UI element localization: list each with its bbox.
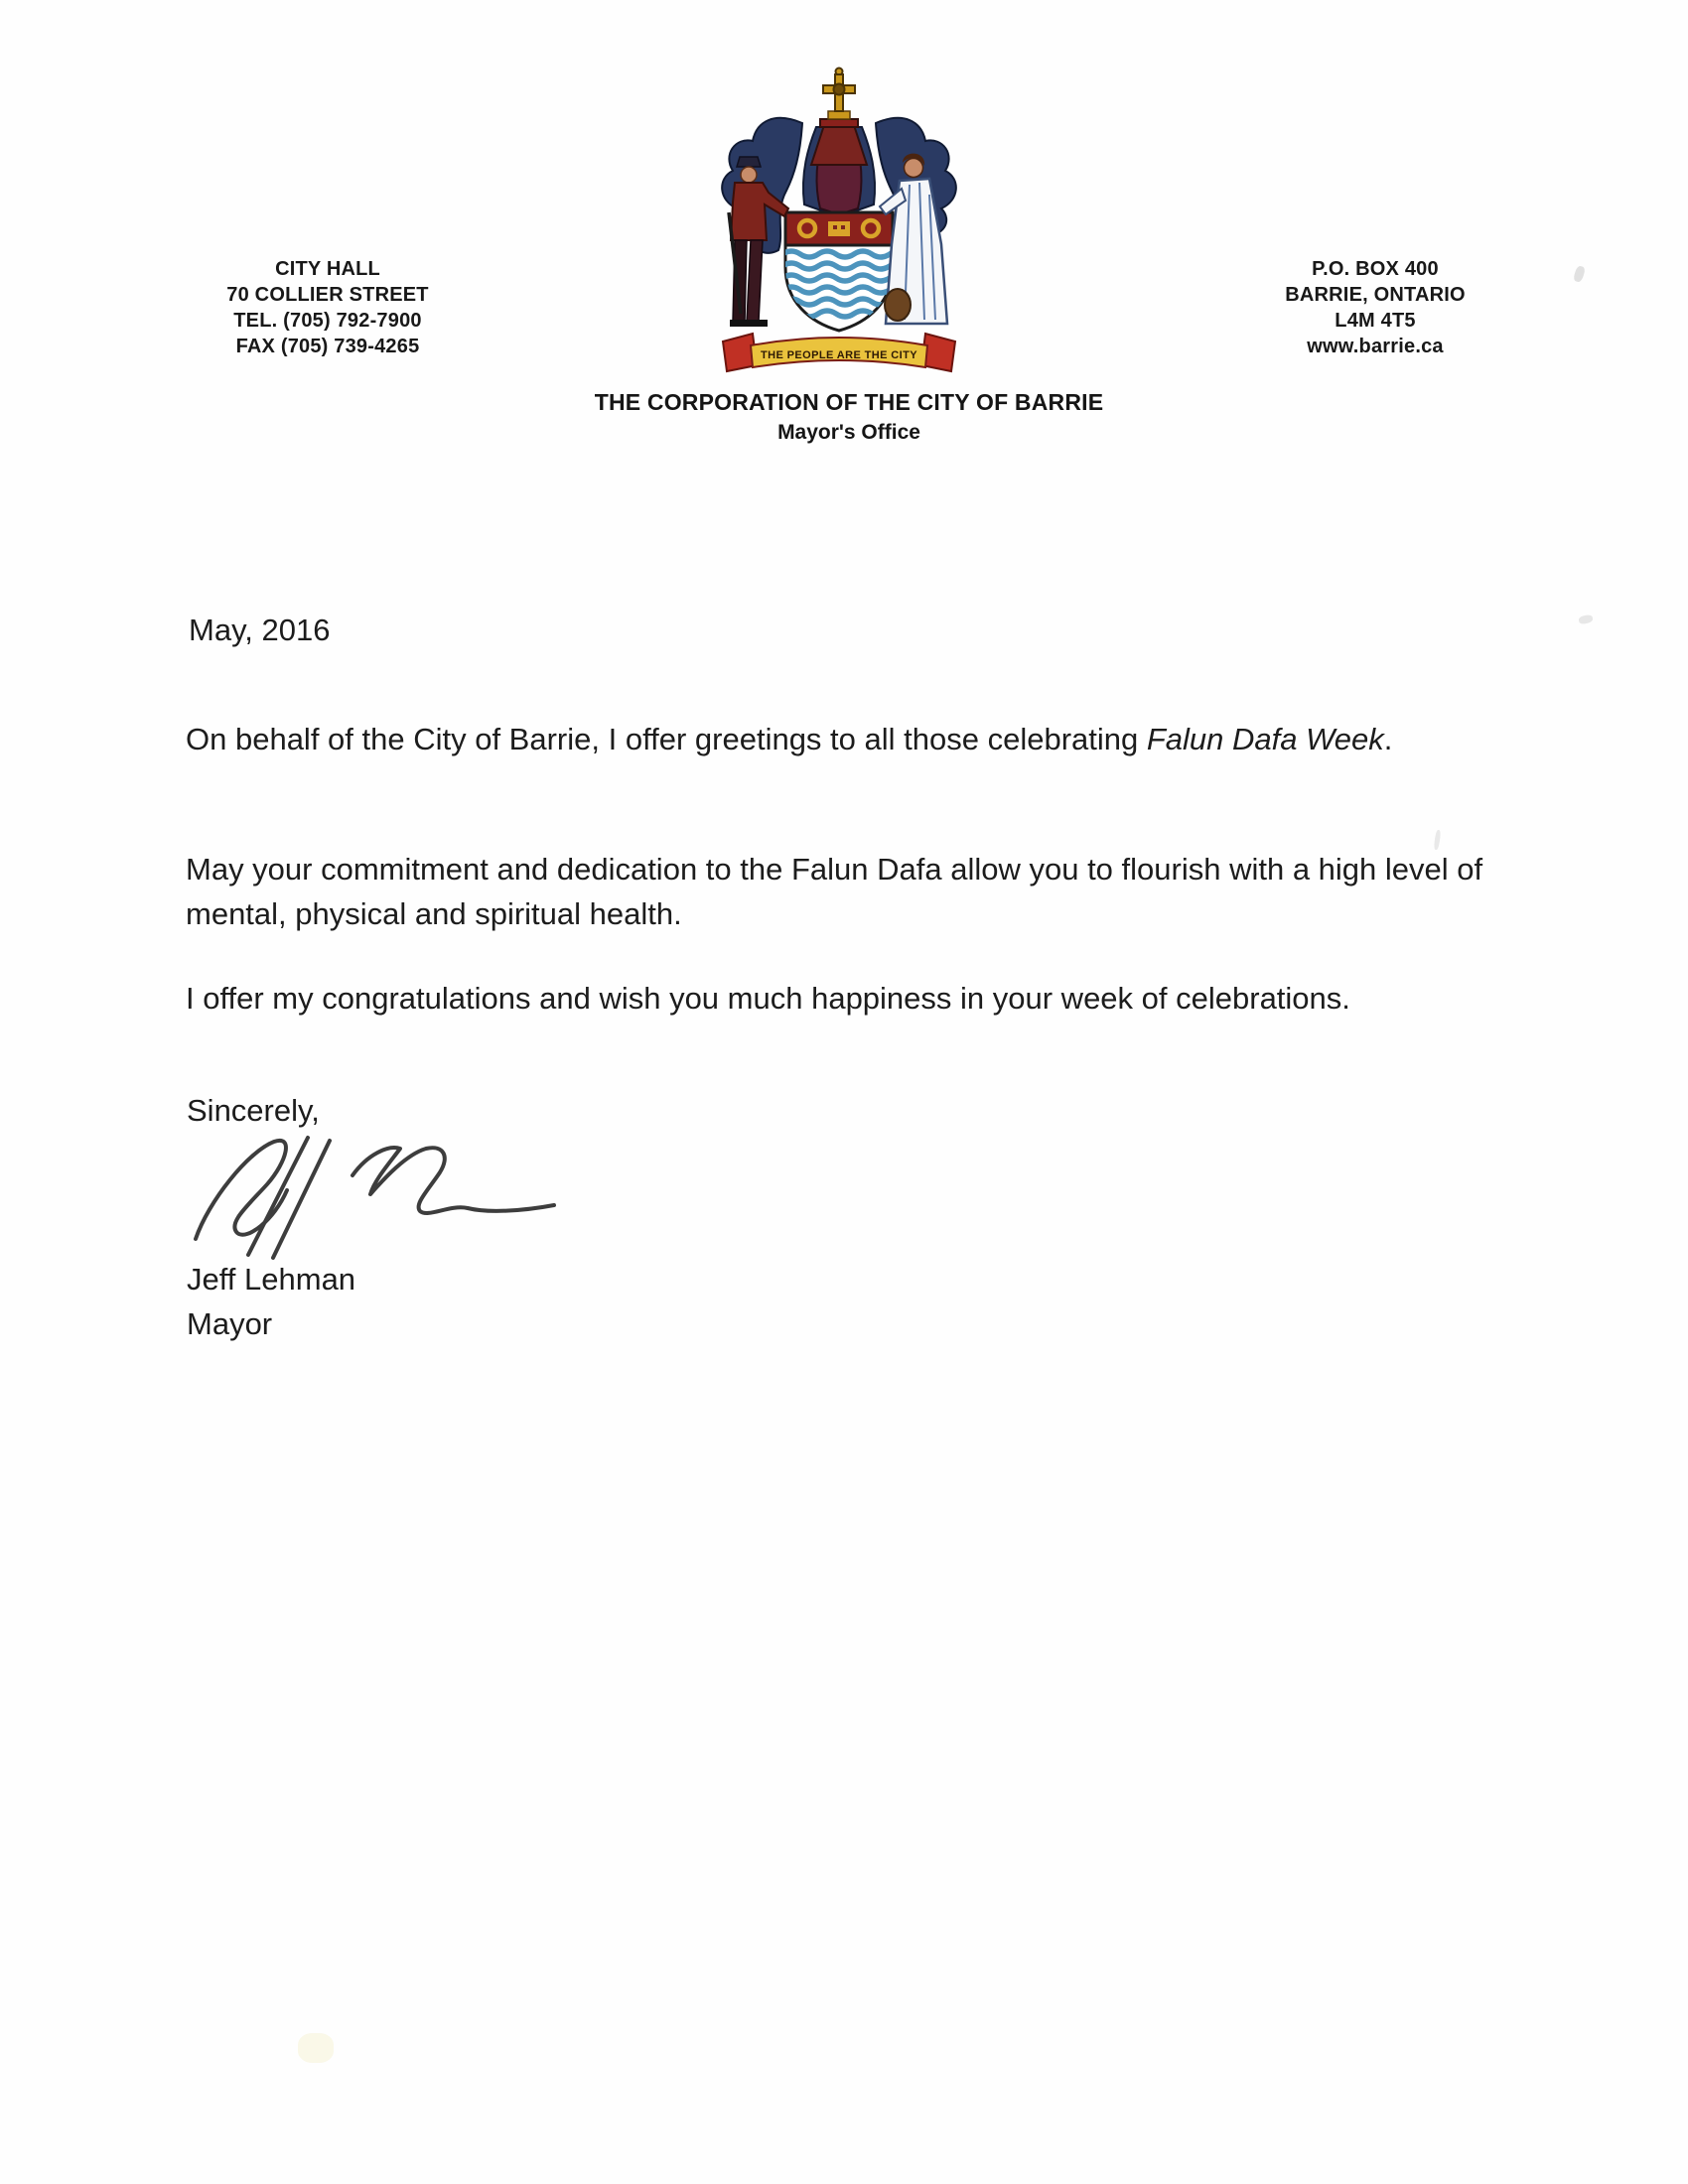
city-of-barrie-coat-of-arms-icon	[705, 64, 973, 376]
mailing-address-block	[1221, 256, 1529, 359]
crest-motto-banner	[723, 334, 955, 371]
contact-line-fax: FAX (705) 739-4265	[235, 336, 420, 357]
scan-artifact	[1578, 614, 1593, 625]
contact-line-city-hall: CITY HALL	[275, 258, 380, 280]
paragraph-commitment: May your commitment and dedication to the Falun Dafa allow you to flourish with a high level of mental, physical and spiritual health.	[186, 852, 1483, 931]
crest-animal-figure	[885, 289, 911, 321]
crest-beacon	[811, 111, 867, 165]
crest-cross-icon	[823, 68, 855, 112]
paragraph-congratulations: I offer my congratulations and wish you much happiness in your week of celebrations.	[186, 981, 1350, 1016]
contact-line-postal-code: L4M 4T5	[1335, 310, 1416, 332]
website-text: www.barrie.ca	[1307, 336, 1444, 357]
organization-block	[348, 387, 1350, 447]
paragraph-greeting-italic-phrase: Falun Dafa Week	[1146, 722, 1384, 756]
contact-line-tel: TEL. (705) 792-7900	[233, 310, 422, 332]
paragraph-greeting-text: On behalf of the City of Barrie, I offer greetings to all those celebrating	[186, 722, 1147, 756]
contact-line-po-box: P.O. BOX 400	[1312, 258, 1439, 280]
paragraph-greeting	[186, 717, 1536, 761]
office-name: Mayor's Office	[777, 421, 920, 444]
contact-line-city-province: BARRIE, ONTARIO	[1285, 284, 1466, 306]
crest-motto-text: THE PEOPLE ARE THE CITY	[761, 349, 917, 361]
handwritten-signature	[181, 1118, 578, 1277]
contact-line-street: 70 COLLIER STREET	[226, 284, 429, 306]
city-hall-contact-block	[179, 256, 477, 359]
date-line: May, 2016	[189, 613, 331, 647]
signer-title: Mayor	[187, 1306, 273, 1341]
paragraph-greeting-period: .	[1383, 722, 1393, 756]
signer-name: Jeff Lehman	[187, 1262, 356, 1297]
scan-artifact	[298, 2033, 334, 2063]
organization-name: THE CORPORATION OF THE CITY OF BARRIE	[594, 389, 1104, 415]
scan-artifact	[1573, 265, 1587, 283]
closing-line: Sincerely,	[187, 1093, 320, 1128]
